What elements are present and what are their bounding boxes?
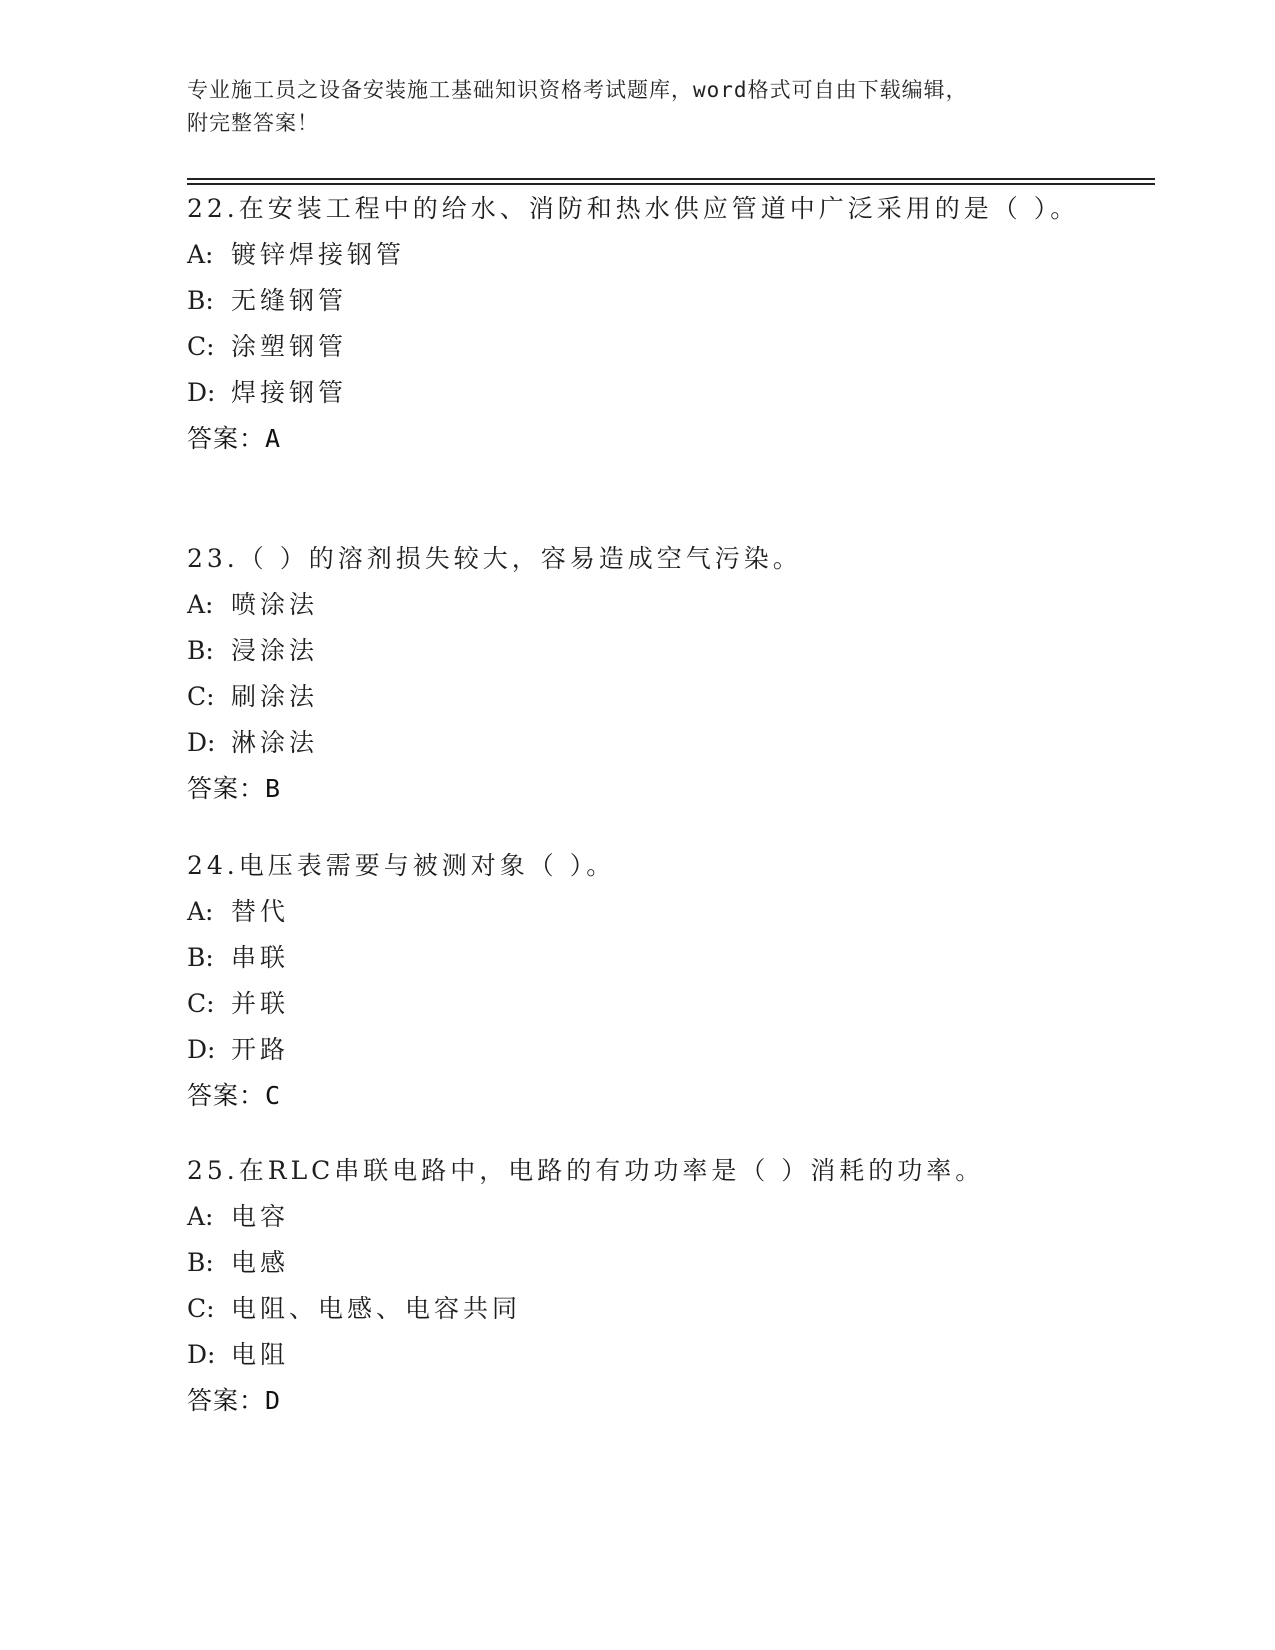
option-b: [187, 278, 1107, 324]
option-text: 焊接钢管: [231, 378, 348, 407]
option-key: C:: [187, 332, 215, 361]
header-line-1: 专业施工员之设备安装施工基础知识资格考试题库，word格式可自由下载编辑，: [187, 78, 968, 102]
option-text: 电阻: [231, 1340, 290, 1369]
option-list: [187, 889, 1107, 1073]
question-stem: 24.电压表需要与被测对象（ ）。: [187, 851, 616, 880]
option-text: 浸涂法: [231, 636, 319, 665]
option-key: A:: [187, 897, 214, 926]
option-key: B:: [187, 286, 214, 315]
option-text: 并联: [231, 989, 290, 1018]
option-list: [187, 1194, 1107, 1378]
answer-label: 答案：: [187, 774, 266, 803]
answer-line: [187, 1073, 1107, 1119]
option-key: D:: [187, 1035, 216, 1064]
option-b: [187, 935, 1107, 981]
option-key: D:: [187, 728, 216, 757]
option-c: [187, 981, 1107, 1027]
option-b: [187, 628, 1107, 674]
answer-line: [187, 766, 1107, 812]
option-key: B:: [187, 636, 214, 665]
option-list: [187, 232, 1107, 416]
option-key: A:: [187, 240, 214, 269]
question-22: [187, 186, 1107, 462]
option-text: 开路: [231, 1035, 290, 1064]
option-text: 镀锌焊接钢管: [231, 240, 406, 269]
question-stem: 23.（ ）的溶剂损失较大，容易造成空气污染。: [187, 544, 802, 573]
question-24: [187, 843, 1107, 1119]
option-c: [187, 1286, 1107, 1332]
option-text: 电感: [231, 1248, 290, 1277]
document-header: [187, 74, 1067, 140]
option-key: A:: [187, 1202, 214, 1231]
option-a: [187, 582, 1107, 628]
option-list: [187, 582, 1107, 766]
option-c: [187, 674, 1107, 720]
option-text: 涂塑钢管: [231, 332, 348, 361]
answer-label: 答案：: [187, 1081, 266, 1110]
answer-line: [187, 416, 1107, 462]
option-key: C:: [187, 682, 215, 711]
option-text: 替代: [231, 897, 290, 926]
option-key: D:: [187, 378, 216, 407]
header-line-2: 附完整答案！: [187, 111, 319, 135]
option-key: C:: [187, 1294, 215, 1323]
option-key: D:: [187, 1340, 216, 1369]
header-divider-bottom: [187, 183, 1155, 185]
answer-label: 答案：: [187, 424, 266, 453]
option-text: 无缝钢管: [231, 286, 348, 315]
option-text: 刷涂法: [231, 682, 319, 711]
option-text: 喷涂法: [231, 590, 319, 619]
option-d: [187, 720, 1107, 766]
option-b: [187, 1240, 1107, 1286]
option-text: 电阻、电感、电容共同: [231, 1294, 522, 1323]
option-a: [187, 1194, 1107, 1240]
option-key: B:: [187, 1248, 214, 1277]
header-divider-top: [187, 178, 1155, 180]
answer-value: D: [265, 1386, 282, 1415]
option-key: C:: [187, 989, 215, 1018]
option-d: [187, 1027, 1107, 1073]
answer-value: B: [265, 774, 282, 803]
option-d: [187, 1332, 1107, 1378]
question-25: [187, 1148, 1107, 1424]
option-d: [187, 370, 1107, 416]
option-key: A:: [187, 590, 214, 619]
answer-line: [187, 1378, 1107, 1424]
answer-label: 答案：: [187, 1386, 266, 1415]
option-key: B:: [187, 943, 214, 972]
option-text: 串联: [231, 943, 290, 972]
question-23: [187, 536, 1107, 812]
answer-value: A: [265, 424, 282, 453]
option-c: [187, 324, 1107, 370]
question-stem: 25.在RLC串联电路中，电路的有功功率是（ ）消耗的功率。: [187, 1156, 985, 1185]
question-stem: 22.在安装工程中的给水、消防和热水供应管道中广泛采用的是（ ）。: [187, 194, 1080, 223]
answer-value: C: [265, 1081, 282, 1110]
option-a: [187, 232, 1107, 278]
option-text: 电容: [231, 1202, 290, 1231]
option-a: [187, 889, 1107, 935]
option-text: 淋涂法: [231, 728, 319, 757]
